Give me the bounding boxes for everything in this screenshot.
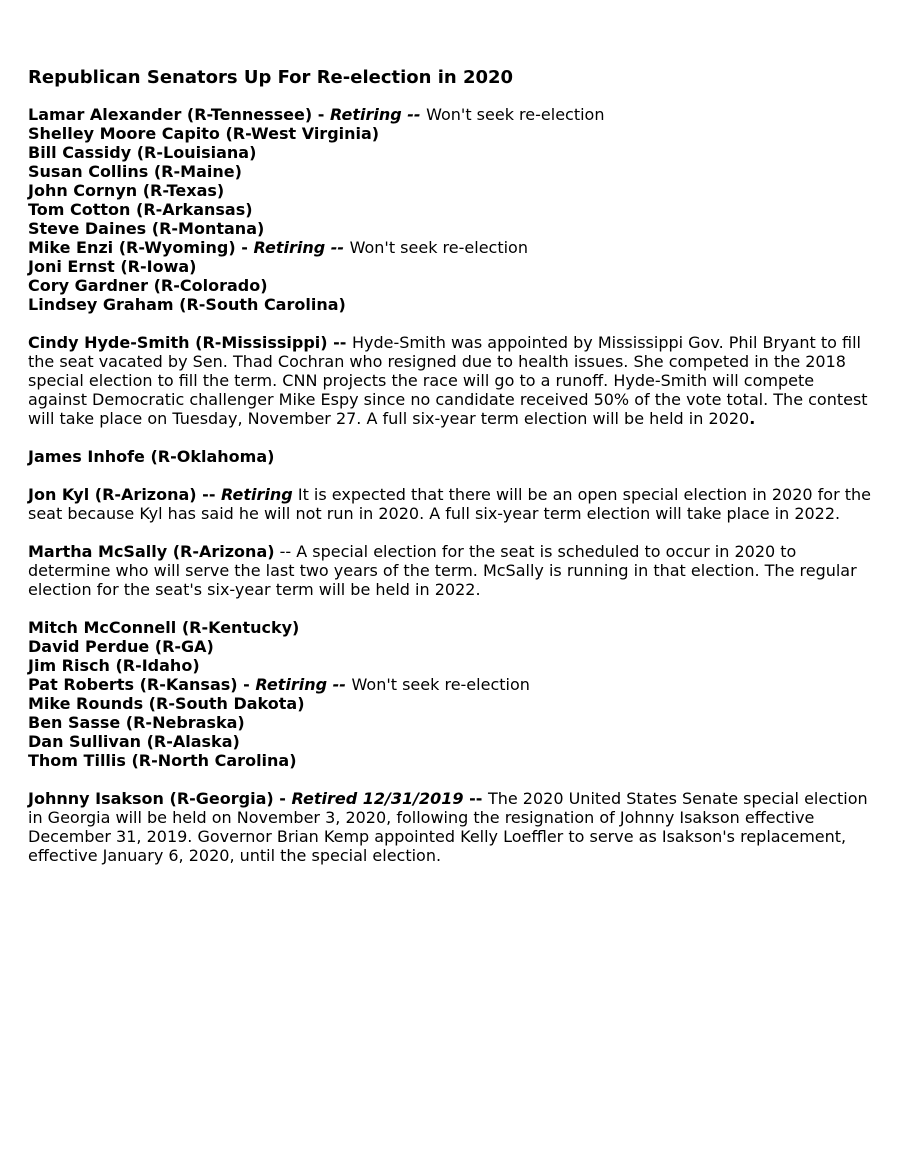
senator-entry: Bill Cassidy (R-Louisiana) <box>28 143 257 162</box>
senator-entry: Thom Tillis (R-North Carolina) <box>28 751 297 770</box>
senator-entry: Shelley Moore Capito (R-West Virginia) <box>28 124 380 143</box>
senator-entry: Jim Risch (R-Idaho) <box>28 656 200 675</box>
senator-entry: Ben Sasse (R-Nebraska) <box>28 713 245 732</box>
senator-entry: Mike Enzi (R-Wyoming) - Retiring -- Won't seek re-election <box>28 238 528 257</box>
senator-paragraph-hyde-smith: Cindy Hyde-Smith (R-Mississippi) -- Hyde-Smith was appointed by Mississippi Gov. Phil Bryant to fill the seat vacated by Sen. Thad Cochran who resigned due to health issues. She competed in the 2018 special election to fill the term. CNN projects the race will go to a runoff. Hyde-Smith will compete against Democratic challenger Mike Espy since no candidate received 50% of the vote total. The contest will take place on Tuesday, November 27. A full six-year term election will be held in 2020. <box>28 333 868 428</box>
senator-entry: Steve Daines (R-Montana) <box>28 219 265 238</box>
senator-list-2 <box>28 618 872 770</box>
senator-paragraph-mcsally: Martha McSally (R-Arizona) -- A special election for the seat is scheduled to occur in 2020 to determine who will serve the last two years of the term. McSally is running in that election. The regular election for the seat's six-year term will be held in 2022. <box>28 542 857 599</box>
senator-entry: Pat Roberts (R-Kansas) - Retiring -- Won't seek re-election <box>28 675 530 694</box>
senator-entry: Tom Cotton (R-Arkansas) <box>28 200 253 219</box>
senator-paragraph-isakson: Johnny Isakson (R-Georgia) - Retired 12/31/2019 -- The 2020 United States Senate special election in Georgia will be held on November 3, 2020, following the resignation of Johnny Isakson effective December 31, 2019. Governor Brian Kemp appointed Kelly Loeffler to serve as Isakson's replacement, effective January 6, 2020, until the special election. <box>28 789 868 865</box>
senator-entry: Mike Rounds (R-South Dakota) <box>28 694 305 713</box>
senator-paragraph-inhofe: James Inhofe (R-Oklahoma) <box>28 447 275 466</box>
senator-entry: Susan Collins (R-Maine) <box>28 162 242 181</box>
senator-entry: Cory Gardner (R-Colorado) <box>28 276 268 295</box>
senator-list-1 <box>28 105 872 314</box>
senator-entry: Lamar Alexander (R-Tennessee) - Retiring -- Won't seek re-election <box>28 105 605 124</box>
senator-entry: Lindsey Graham (R-South Carolina) <box>28 295 346 314</box>
senator-entry: Joni Ernst (R-Iowa) <box>28 257 197 276</box>
page-title: Republican Senators Up For Re-election in 2020 <box>28 67 514 88</box>
senator-entry: David Perdue (R-GA) <box>28 637 214 656</box>
senator-entry: Mitch McConnell (R-Kentucky) <box>28 618 300 637</box>
senator-entry: Dan Sullivan (R-Alaska) <box>28 732 240 751</box>
senator-paragraph-kyl: Jon Kyl (R-Arizona) -- Retiring It is expected that there will be an open special election in 2020 for the seat because Kyl has said he will not run in 2020. A full six-year term election will take place in 2022. <box>28 485 872 523</box>
senator-entry: John Cornyn (R-Texas) <box>28 181 225 200</box>
